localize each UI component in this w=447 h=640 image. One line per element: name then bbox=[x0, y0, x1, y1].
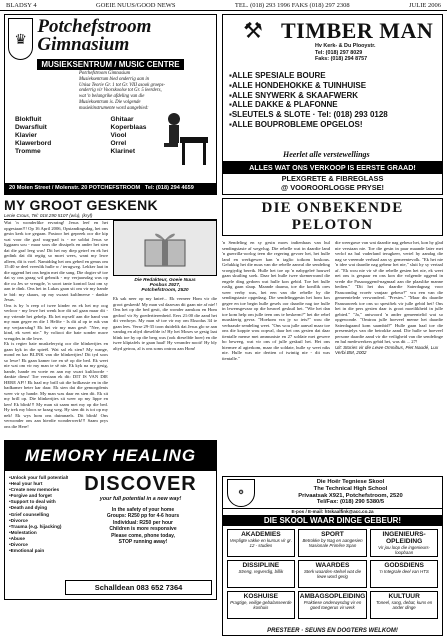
service-item: ▪ SLEUTELS & SLOTE · Tel: (018) 293 0128 bbox=[229, 110, 436, 120]
story-column-2: Die Redakteur, Goeie Nuus Posbus 2927, Potchefstroom, 2520 Ek sak neer op my knieë... Ek verneer Hom vir die groot geskenk! My man val daarvan dit gaan nie af nie!! Ons het op die bed gesit, die wonder aanskou en Hom gedoof vir Sy goedertierenheid. Eers 21:00 die aand het dit verdwyn. My man sê toe vir my om Eksodus 34 te gaan lees. Verse 29-35 toon duidelik dat Jesus glo se aan vandag en altyd dieselfde is! Hy het Moses se gesig laat blink toe hy op die berg was (ook dieselfde hoer) en die twee kliptafels te gaan haal! Hy verander nooit! Hy bly altyd getrou, al is ons soms ontrou aan Hom! bbox=[113, 220, 217, 351]
feature-cell: KOSHUISE Pragtige, veilige gebalanseerde koshuis bbox=[227, 591, 295, 619]
feature-cell: GODSDIENS 'n Integrale deel van HTS bbox=[370, 560, 438, 588]
instrument-item: Orrel bbox=[110, 139, 127, 147]
healing-info: In the safety of your home Groups: R250 pp for 4-6 hours Individual: R250 per hour Children is more responsive Please come, phone today, STOP running away! bbox=[106, 507, 180, 546]
story-column-1: 'n Sendeling en sy gesin moes indienhaas van hul sendingstasie af wegvlug. Die rebelle wat in daardie land 'n guerrilla-oorlog teen die regering gevoer het, het hulle land en werkgewer kan 'n taglio toikom boskous. Gelukkig het die nuus van die rebelle aanval die sendeling vroegtydig bereik. Hulle het toe op 'n nabygeleë houwel gaan skuiling soek. Daar het hulle twee skemerwand die engele ding gedoen wat hulle kon gebid. Toe het hulle ruslig gaan slaap. Maande daarna, toe die konflik ores weer verby was, het een van die rebelle by die sendingstasie opgedaag. Die sendelinggesin het hom kos gegee en toe begin hulle gesels oor daardie nag toe hulle in lewensgevaar op die heuwel geskuil het. "Wie het dan toe kom help om julle teen ons te beskerm?" het die rebel nuuskierig gevra. "Hoekom vra jy so iets?" wou die verbaasde sendeling weet. "Ons wou julle aanval maar toe ons die koppie wou oopval, daar het ons gesien dat daar tientalle mense met ammunisie en 27 soldate met gewere bo beweeg, wat vir ons of julle geskuil het. Het ons hiermee al agterkom, maar die soldate, hulle sy weet niks nie. Hulle was nie dertien of twintig nie - dit was tientalle." bbox=[222, 240, 330, 361]
healing-list: • Unlock your full potential! • Heal your hurt • Create new memories • Forgive and forget • Support to deal with • Death and dying • Grief counselling • Divorce • Trauma (e.g. hijacking) • Molestation • Abuse • Divorce • Emotional pain bbox=[9, 475, 69, 554]
feature-cell: KULTUUR Toneel, sang, debat, kuns en ander dinge bbox=[370, 591, 438, 619]
page-number: BLADSY 4 bbox=[6, 1, 37, 9]
story-my-groot-geskenk bbox=[4, 194, 217, 437]
service-item: ▪ ALLE HONDEHOKKE & TUINHUISE bbox=[229, 81, 436, 91]
potchefstroom-music-ad bbox=[4, 14, 217, 194]
service-item: ▪ ALLE BOUPROBLEME OPGELOS! bbox=[229, 120, 436, 130]
story-credit: Uit: Stories vir die Lewe Omnibus, Piet Naudé, Lux Verbi.BM, 2002 bbox=[335, 344, 439, 355]
gift-photo bbox=[113, 220, 217, 276]
memory-healing-ad bbox=[4, 440, 217, 600]
feature-cell: SPORT Betrokke by Nag en aangesien Nasionale Primêre Span bbox=[298, 529, 368, 557]
timber-quality-banner: ALLES WAT ONS VERKOOP IS EERSTE GRAAD! bbox=[223, 161, 442, 174]
editor-address: Die Redakteur, Goeie Nuus Posbus 2927, Potchefstroom, 2520 bbox=[134, 278, 196, 293]
discover-tagline: your full potential in a new way! bbox=[99, 496, 182, 502]
feature-cell: INGENIEURS-OPLEIDING Vir jou loop die ingenieurs-loopbaan bbox=[370, 529, 438, 557]
instrument-item: Blokfluit bbox=[15, 115, 42, 123]
service-item: ▪ ALLE SPESIALE BOURE bbox=[229, 71, 436, 81]
memory-healing-banner: MEMORY HEALING bbox=[5, 441, 216, 471]
saw-icon: ⚒ bbox=[243, 18, 263, 43]
paper-name: GOEIE NUUS/GOOD NEWS bbox=[96, 1, 176, 9]
story-onbekende-peloton bbox=[222, 198, 443, 473]
instrument-item: Tromme bbox=[15, 147, 41, 155]
school-features-grid bbox=[223, 526, 442, 622]
music-centre-description: Potchefstroom Gimnasium Musieksentrum bied onderrig aan in Unisa Teorie Gr. 1 tot Gr. VIII asook groeps- onderrig vir Voorskoolse tot Gr. 5 leerders, wat 'n belangrike afdeling van die Musieksentrum is. Die volgende musiekinstrumente word aangebied: bbox=[79, 71, 165, 111]
music-centre-label: MUSIEKSENTRUM / MUSIC CENTRE bbox=[37, 59, 183, 70]
instrument-item: Klavier bbox=[15, 131, 37, 139]
instrument-item: Ghitaar bbox=[110, 115, 134, 123]
story-title: DIE ONBEKENDE PELOTON bbox=[222, 198, 443, 236]
school-header: ⚙ Die Hoër Tegniese Skool The Technical High School Privaatsak X921, Potchefstroom, 2520 Tel/Fax: (018) 290 5380/5 bbox=[223, 477, 442, 509]
instrument-item: Dwarsfluit bbox=[15, 123, 47, 131]
pianist-illustration bbox=[156, 109, 210, 169]
feature-cell: AKADEMIES Verpligte vakke en kursus vir gr. 12 - studies bbox=[227, 529, 295, 557]
story-byline: Lenie Crous, Tel: 018 290 5107 (w/u), (kryf) bbox=[4, 213, 217, 220]
school-name: Potchefstroom Gimnasium bbox=[37, 16, 152, 55]
instrument-item: Koperblaas bbox=[110, 123, 147, 131]
feature-cell: DISSIPLINE Streng, regverdig, billik bbox=[227, 560, 295, 588]
paper-contact: TEL. (018) 293 1996 FAKS (018) 297 2308 bbox=[234, 1, 350, 9]
timber-slogan: Heerlet alle verstewellings bbox=[283, 150, 370, 159]
school-footer: PRESTEER · SEUNS EN DOGTERS WELKOM! bbox=[267, 628, 398, 634]
timber-services-list bbox=[229, 71, 436, 130]
feature-cell: WAARDES Sterk waardes-stelsel wat die lewe word gerig bbox=[298, 560, 368, 588]
instrument-item: Klarinet bbox=[110, 147, 136, 155]
story-column-2: die weergawe van wat daardie nag gebeur het, kon hy glad nie verstaan nie. Toe die gesin in paar maande later met verlof na hul vaderland terugkeer, vertel hy aandag die nag se vreemde verhaal aan sy gemeentevolk. "Ek het nie 'n idee wat daardie nag gebeur het nie," sluit hy sy vertaal af. "Ek wou nie vir sê die rebelle gesien het nie, ek weet net ons is gespaar en ons kon die volgende oggend in vrede die Pasaooggend-nagmaal aan die plaaslike manne bedien." "Dit het dus daardie Saterdagnag voor Paasoondag vroeër vanjaar gebeur?" vra een van die gemeentelede verwonderd. "Presies." "Maar dis daardie Paasnaweek toe ons so spesifiek vir julle gebid het! Ons het in die pers gesien daar is groot moeilikheid in julle gebied." "Ja," antwoord 'n ander gemeentelid wat so opgewonde. "Omtrou julle hoeveel mense het daardie Saterdagaand kom saambid?" Hulle gaan haal toe die presensielys van die betrokke aand. Die hulle se hoeveel persone daardie aand vir die veiligheid van die sendelinge en hul medewerkers gebid het, was dit ... 27! Uit: Stories vir die Lewe Omnibus, Piet Naudé, Lux Verbi.BM, 2002 bbox=[335, 240, 443, 355]
story-column-1: Wat 'n wonderlike ervaring! Jesus leef en het opgestaan!!! Op 16 April 2006, Opstandingsdag, het ons gesin kerk toe gegaan. Pastoor het gepreek oor die kip wat voor die graf wag-pad is - ne soldat Jesus se liggaam sou - maar soos die dissipels en ander het sien dat die graf leeg was! Dit het my diep getref en ek het gedink dat dit regtig so moet wees, want my lewe alleen, dit is voel. Namiddag het ons gebed en genus om 15:40 se deel vreeslik hulle w / terugweg. Lekker laat in die oggend het ons begin met die sang. Die dogter sê toe dat sy ons graag wil gebruik - my verjaarsdag was op die ou Jes se vreugde, 'n soort tante kontrol laai om sy aan te dink. Ons het in Lukas gaan sit om vir my hande te bid: my skaars, op my swaart kultlmerse - dankie Jesus. Ons is by 'n reep of twee kinder en ek het my oog verloor - my lewe het wenk hoe dit sal gaan maar dit - my vriende het gehelp. Ek het myself aan die hand van my man gegee en die 1 Helfte - Is dit al op te ruk van my verjaarsdag? Ek het vir my man gesê: "Nee, my kind, ek weet nie." Sy voltooi die baie sonder nuwe vreugdes in die lewe. Ek is regter baie muskeleryrig oor die blinkertjies en gaan kyk in die spieël. Wat sal ek sien? My wange, mond en kar BLINK van die blinkertjies! Dit tyd soos so lewe! Ek gaan kamer toe en sê op die bed. Ek weet nie wat om vir my man te sê nie. Ek kyk na my gesig, hande, hande en voete en aan my swart kultloorde - dankie dieus! Toe verstaan ek dit: DIT IS VAN DIE HERE AF!! Ek haal my brill uit die brilkassie en in die badkamer beter kar daar. Ek sien dat die gemorgdenis weer vir sy hande. My man was daar en sien dit. Ek sit my brill op. Die blinkertjies sit weer op my lippe en ken! Ek blink!!! My man sit saam met my op die bed. Hy trek my bloos se kraag weg. Hy sien dit is tot op my nek! Ek wys hom ons duimnaels. Dit blink! Ons verwonder ons aan hierdie wonderwerk!!! Saam prys ons die Here! bbox=[4, 220, 108, 429]
instrument-item: Viool bbox=[110, 131, 127, 139]
shield-icon: ♛ bbox=[8, 18, 33, 60]
music-centre-address: 20 Molen Street / Molenstr. 20 POTCHEFSTROOM Tel: (018) 294 4659 bbox=[5, 183, 216, 193]
issue-date: JULIE 2006 bbox=[409, 1, 441, 9]
service-item: ▪ ALLE SNYWERK & SKAAFWERK bbox=[229, 91, 436, 101]
discover-heading: DISCOVER bbox=[84, 473, 197, 495]
page-header bbox=[0, 0, 447, 11]
service-item: ▪ ALLE DAKKE & PLAFONNE bbox=[229, 100, 436, 110]
timber-footer: PLEXGRETE & FIBREGLASS @ VOOROORLOGSE PRYSE! bbox=[280, 174, 385, 192]
memory-healing-phone: Schalldean 083 652 7364 bbox=[65, 580, 212, 595]
timber-man-address: Hv Kerk- & Du Plooystr. Tel: (018) 297 8029 Faks: (018) 294 8757 bbox=[315, 43, 376, 63]
school-crest-icon: ⚙ bbox=[227, 479, 255, 507]
technical-high-school-ad bbox=[222, 476, 443, 636]
timber-man-ad bbox=[222, 14, 443, 195]
feature-cell: AMBAGSOPLEIDING Praktiese onderwysdag vir en goed toegerus vir werk bbox=[298, 591, 368, 619]
school-email: E-pos / E-mail: htskaalfink@acc.co.za bbox=[291, 509, 374, 514]
instrument-item: Klawerbord bbox=[15, 139, 52, 147]
story-title: MY GROOT GESKENK bbox=[4, 194, 217, 213]
timber-man-title: TIMBER MAN bbox=[281, 18, 434, 43]
school-slogan-band: DIE SKOOL WAAR DINGE GEBEUR! bbox=[223, 515, 442, 526]
